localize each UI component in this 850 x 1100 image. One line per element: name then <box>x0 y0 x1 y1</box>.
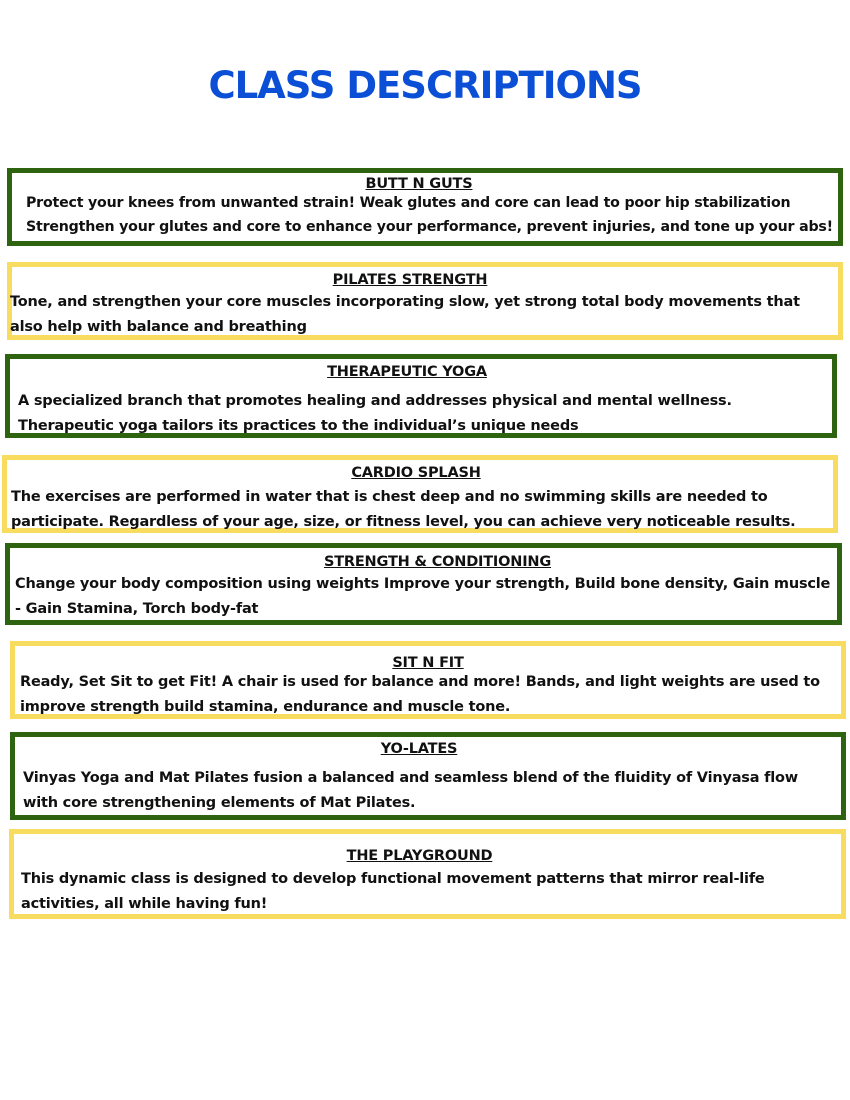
class-description <box>21 867 765 917</box>
description-line: Change your body composition using weights Improve your strength, Build bone density, Gain muscle <box>15 576 831 592</box>
description-line: Therapeutic yoga tailors its practices to the individual’s unique needs <box>18 418 579 434</box>
class-description <box>11 485 796 535</box>
class-card-butt-n-guts <box>7 168 843 246</box>
description-line: A specialized branch that promotes healing and addresses physical and mental wellness. <box>18 393 732 409</box>
description-line: Ready, Set Sit to get Fit! A chair is used for balance and more! Bands, and light weights are used to <box>20 674 820 690</box>
description-line: with core strengthening elements of Mat Pilates. <box>23 795 416 811</box>
class-title: STRENGTH & CONDITIONING <box>323 554 552 570</box>
description-line: activities, all while having fun! <box>21 896 268 912</box>
class-card-therapeutic-yoga <box>5 354 837 438</box>
class-description <box>10 290 800 340</box>
description-line: also help with balance and breathing <box>10 319 307 335</box>
class-title: THE PLAYGROUND <box>346 848 493 864</box>
class-title: CARDIO SPLASH <box>351 465 481 481</box>
description-line: This dynamic class is designed to develop functional movement patterns that mirror real-life <box>21 871 765 887</box>
class-title: YO-LATES <box>380 741 458 757</box>
description-line: Tone, and strengthen your core muscles incorporating slow, yet strong total body movements that <box>10 294 800 310</box>
class-description <box>23 766 798 816</box>
class-card-pilates-strength <box>7 262 843 340</box>
class-card-yo-lates <box>10 732 846 820</box>
class-card-strength-conditioning <box>5 543 842 625</box>
description-line: Strengthen your glutes and core to enhance your performance, prevent injuries, and tone up your abs! <box>26 219 833 235</box>
description-line: participate. Regardless of your age, size, or fitness level, you can achieve very noticeable results. <box>11 514 796 530</box>
class-card-cardio-splash <box>2 455 838 533</box>
class-description <box>20 670 820 720</box>
description-line: improve strength build stamina, endurance and muscle tone. <box>20 699 511 715</box>
class-description <box>26 191 833 239</box>
class-title: BUTT N GUTS <box>365 176 473 192</box>
page-title: CLASS DESCRIPTIONS <box>208 64 642 107</box>
description-line: Vinyas Yoga and Mat Pilates fusion a balanced and seamless blend of the fluidity of Vinyasa flow <box>23 770 799 786</box>
class-title: SIT N FIT <box>392 655 464 671</box>
class-title: THERAPEUTIC YOGA <box>327 364 487 380</box>
class-description <box>18 389 732 439</box>
class-card-sit-n-fit <box>10 641 846 719</box>
description-line: The exercises are performed in water that is chest deep and no swimming skills are needed to <box>11 489 768 505</box>
class-card-the-playground <box>9 829 846 919</box>
class-description <box>15 572 830 622</box>
class-title: PILATES STRENGTH <box>332 272 488 288</box>
description-line: - Gain Stamina, Torch body-fat <box>15 601 259 617</box>
description-line: Protect your knees from unwanted strain! Weak glutes and core can lead to poor hip stabilization <box>26 195 791 211</box>
